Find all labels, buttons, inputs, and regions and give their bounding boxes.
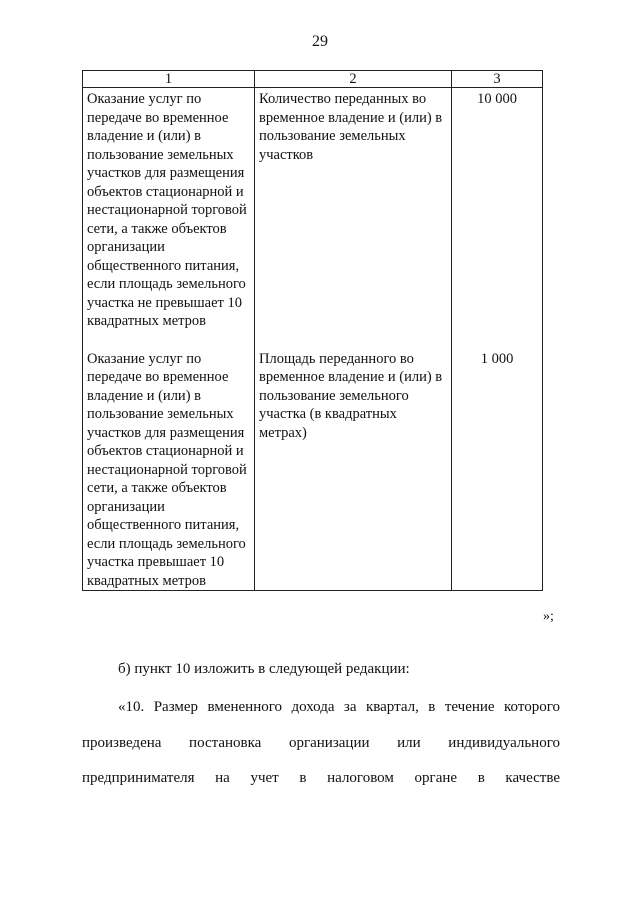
table-row	[83, 348, 543, 591]
indicator-cell: Площадь переданного во временное владение и (или) в пользование земельного участка (в квадратных метрах)	[255, 348, 452, 591]
column-header-2: 2	[255, 71, 452, 88]
value-cell: 10 000	[452, 88, 543, 348]
value-cell: 1 000	[452, 348, 543, 591]
closing-quote-mark: »;	[543, 609, 554, 624]
page-number: 29	[312, 33, 328, 50]
paragraph-item-10-line-2: произведена постановка организации или индивидуального	[82, 735, 560, 751]
column-header-3: 3	[452, 71, 543, 88]
indicator-cell: Количество переданных во временное владение и (или) в пользование земельных участков	[255, 88, 452, 348]
service-description-cell: Оказание услуг по передаче во временное владение и (или) в пользование земельных участков для размещения объектов стационарной и нестационарной торговой сети, а также объектов организации общественного питания, если площадь земельного участка не превышает 10 квадратных метров	[83, 88, 255, 348]
paragraph-item-10-line-1: «10. Размер вмененного дохода за квартал, в течение которого	[118, 699, 560, 715]
paragraph-item-b: б) пункт 10 изложить в следующей редакции:	[118, 661, 410, 677]
column-header-1: 1	[83, 71, 255, 88]
table-header-row	[83, 71, 543, 88]
table-row	[83, 88, 543, 348]
paragraph-item-10-line-3: предпринимателя на учет в налоговом органе в качестве	[82, 770, 560, 786]
service-description-cell: Оказание услуг по передаче во временное владение и (или) в пользование земельных участков для размещения объектов стационарной и нестационарной торговой сети, а также объектов организации общественного питания, если площадь земельного участка превышает 10 квадратных метров	[83, 348, 255, 591]
tariff-table	[82, 70, 543, 591]
